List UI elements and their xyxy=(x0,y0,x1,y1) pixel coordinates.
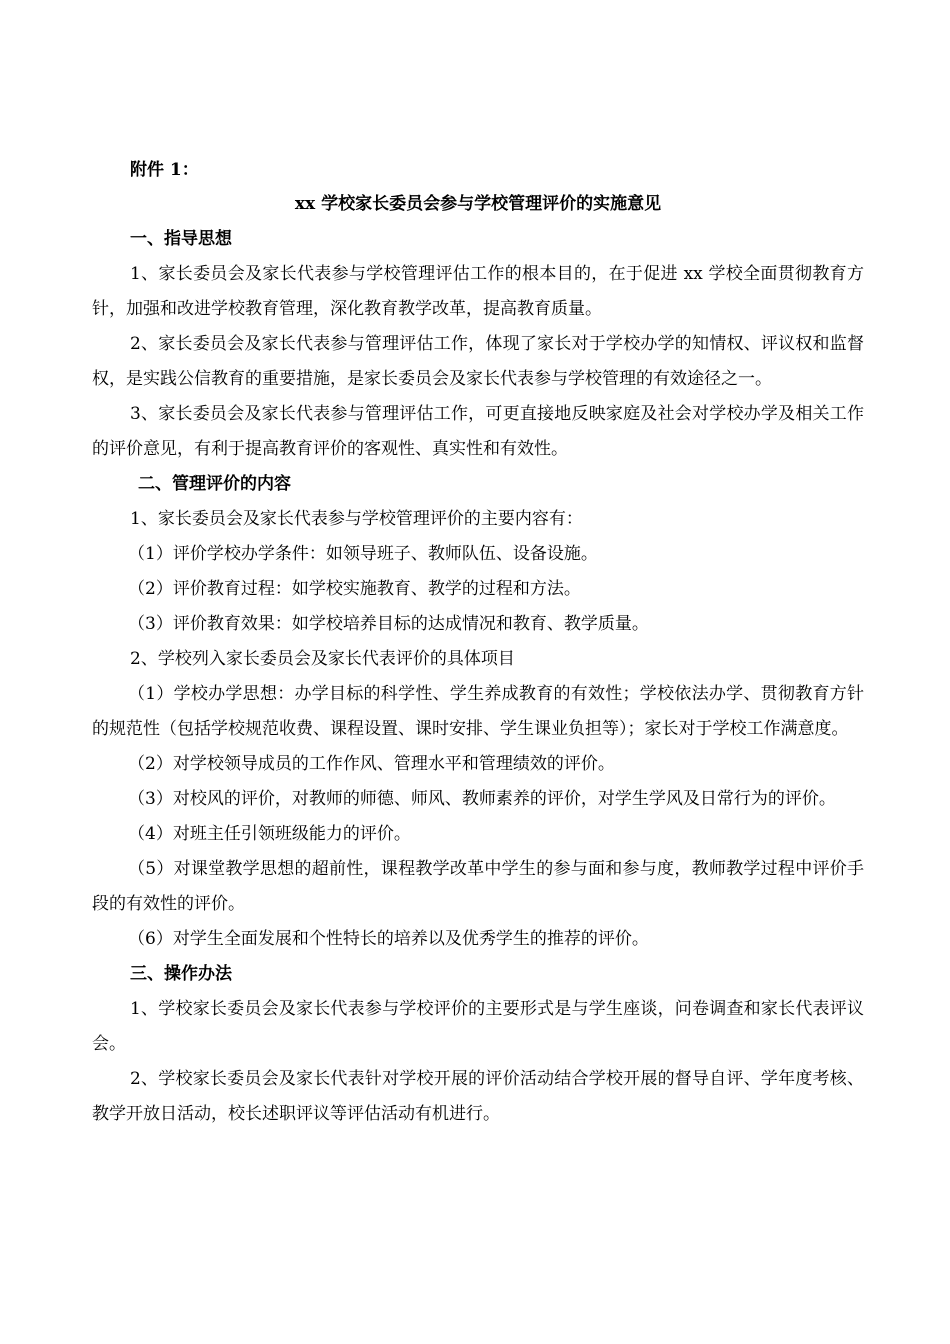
document-body xyxy=(92,154,864,1132)
list-item: （5）对课堂教学思想的超前性，课程教学改革中学生的参与面和参与度，教师教学过程中评价手段的有效性的评价。 xyxy=(92,859,864,914)
list-item: （1）评价学校办学条件：如领导班子、教师队伍、设备设施。 xyxy=(128,544,598,564)
list-item: （3）对校风的评价，对教师的师德、师风、教师素养的评价，对学生学风及日常行为的评价。 xyxy=(128,789,836,809)
attachment-label: 附件 1： xyxy=(130,160,199,180)
paragraph: 1、学校家长委员会及家长代表参与学校评价的主要形式是与学生座谈，问卷调查和家长代表评议会。 xyxy=(92,999,864,1054)
section-heading-guiding-ideology: 一、指导思想 xyxy=(130,229,232,249)
list-item: （2）评价教育过程：如学校实施教育、教学的过程和方法。 xyxy=(128,579,581,599)
paragraph: 2、家长委员会及家长代表参与管理评估工作，体现了家长对于学校办学的知情权、评议权和监督权，是实践公信教育的重要措施，是家长委员会及家长代表参与学校管理的有效途径之一。 xyxy=(92,334,864,389)
section-heading-evaluation-content: 二、管理评价的内容 xyxy=(138,474,291,494)
list-item: （2）对学校领导成员的工作作风、管理水平和管理绩效的评价。 xyxy=(128,754,615,774)
paragraph: 3、家长委员会及家长代表参与管理评估工作，可更直接地反映家庭及社会对学校办学及相关工作的评价意见，有利于提高教育评价的客观性、真实性和有效性。 xyxy=(92,404,864,459)
list-item: （4）对班主任引领班级能力的评价。 xyxy=(128,824,411,844)
paragraph: 2、学校列入家长委员会及家长代表评价的具体项目 xyxy=(130,649,515,669)
document-title: xx 学校家长委员会参与学校管理评价的实施意见 xyxy=(294,194,662,214)
list-item: （1）学校办学思想：办学目标的科学性、学生养成教育的有效性；学校依法办学、贯彻教育方针的规范性（包括学校规范收费、课程设置、课时安排、学生课业负担等）；家长对于学校工作满意度。 xyxy=(92,684,864,739)
paragraph: 2、学校家长委员会及家长代表针对学校开展的评价活动结合学校开展的督导自评、学年度考核、教学开放日活动，校长述职评议等评估活动有机进行。 xyxy=(92,1069,864,1124)
list-item: （3）评价教育效果：如学校培养目标的达成情况和教育、教学质量。 xyxy=(128,614,649,634)
paragraph: 1、家长委员会及家长代表参与学校管理评估工作的根本目的，在于促进 xx 学校全面贯彻教育方针，加强和改进学校教育管理，深化教育教学改革，提高教育质量。 xyxy=(92,264,864,319)
paragraph: 1、家长委员会及家长代表参与学校管理评价的主要内容有： xyxy=(130,509,583,529)
list-item: （6）对学生全面发展和个性特长的培养以及优秀学生的推荐的评价。 xyxy=(128,929,649,949)
section-heading-operation-methods: 三、操作办法 xyxy=(130,964,232,984)
